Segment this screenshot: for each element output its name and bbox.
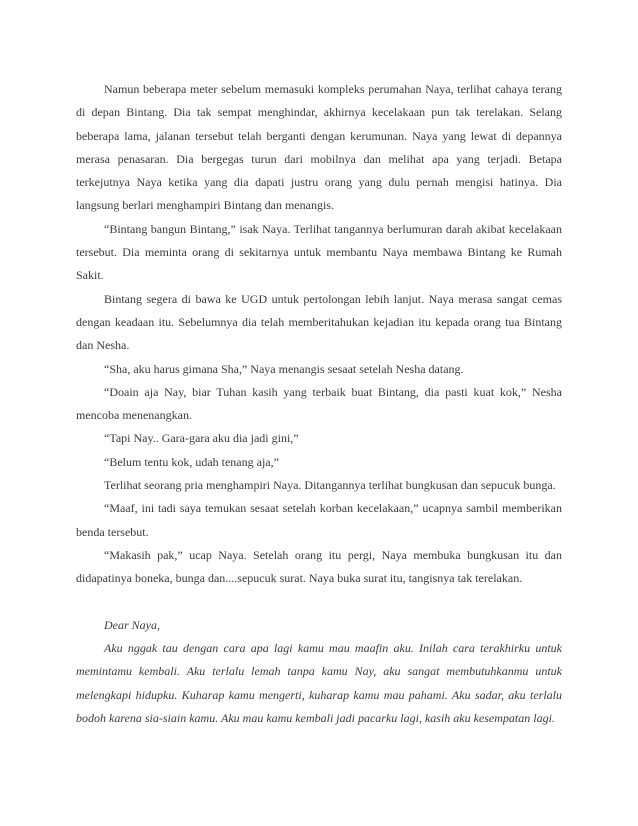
paragraph-4: “Sha, aku harus gimana Sha,” Naya menangis sesaat setelah Nesha datang. (104, 361, 464, 376)
paragraph-9: “Maaf, ini tadi saya temukan sesaat setelah korban kecelakaan,” ucapnya sambil memberikan benda tersebut. (76, 501, 562, 539)
paragraph-3: Bintang segera di bawa ke UGD untuk pertolongan lebih lanjut. Naya merasa sangat cemas dengan keadaan itu. Sebelumnya dia telah memberitahukan kejadian itu kepada orang tua Bintang dan Nesha. (76, 291, 562, 353)
paragraph-5: “Doain aja Nay, biar Tuhan kasih yang terbaik buat Bintang, dia pasti kuat kok,” Nesha mencoba menenangkan. (76, 384, 562, 423)
paragraph-10: “Makasih pak,” ucap Naya. Setelah orang itu pergi, Naya membuka bungkusan itu dan didapatinya boneka, bunga dan....sepucuk surat. Naya buka surat itu, tangisnya tak terelakan. (76, 547, 562, 586)
paragraph-6: “Tapi Nay.. Gara-gara aku dia jadi gini,” (104, 431, 299, 446)
document-page (76, 78, 562, 730)
paragraph-7: “Belum tentu kok, udah tenang aja,” (104, 454, 279, 469)
paragraph-gap (76, 591, 562, 614)
letter-greeting: Dear Naya, (104, 617, 160, 632)
paragraph-8: Terlihat seorang pria menghampiri Naya. Ditangannya terlihat bungkusan dan sepucuk bunga. (104, 478, 556, 493)
paragraph-2: “Bintang bangun Bintang,” isak Naya. Terlihat tangannya berlumuran darah akibat kecelakaan tersebut. Dia meminta orang di sekitarnya untuk membantu Naya membawa Bintang ke Rumah Sakit. (76, 221, 562, 283)
letter-body: Aku nggak tau dengan cara apa lagi kamu mau maafin aku. Inilah cara terakhirku untuk memintamu kembali. Aku terlalu lemah tanpa kamu Nay, aku sangat membutuhkanmu untuk melengkapi hidupku. Kuharap kamu mengerti, kuharap kamu mau pahami. Aku sadar, aku terlalu bodoh karena sia-siain kamu. Aku mau kamu kembali jadi pacarku lagi, kasih aku kesempatan lagi. (76, 641, 562, 726)
paragraph-1: Namun beberapa meter sebelum memasuki kompleks perumahan Naya, terlihat cahaya terang di depan Bintang. Dia tak sempat menghindar, akhirnya kecelakaan pun tak terelakan. Selang beberapa lama, jalanan tersebut telah berganti dengan kerumunan. Naya yang lewat di depannya merasa penasaran. Dia bergegas turun dari mobilnya dan melihat apa yang terjadi. Betapa terkejutnya Naya ketika yang dia dapati justru orang yang dulu pernah mengisi hatinya. Dia langsung berlari menghampiri Bintang dan menangis. (76, 82, 562, 213)
